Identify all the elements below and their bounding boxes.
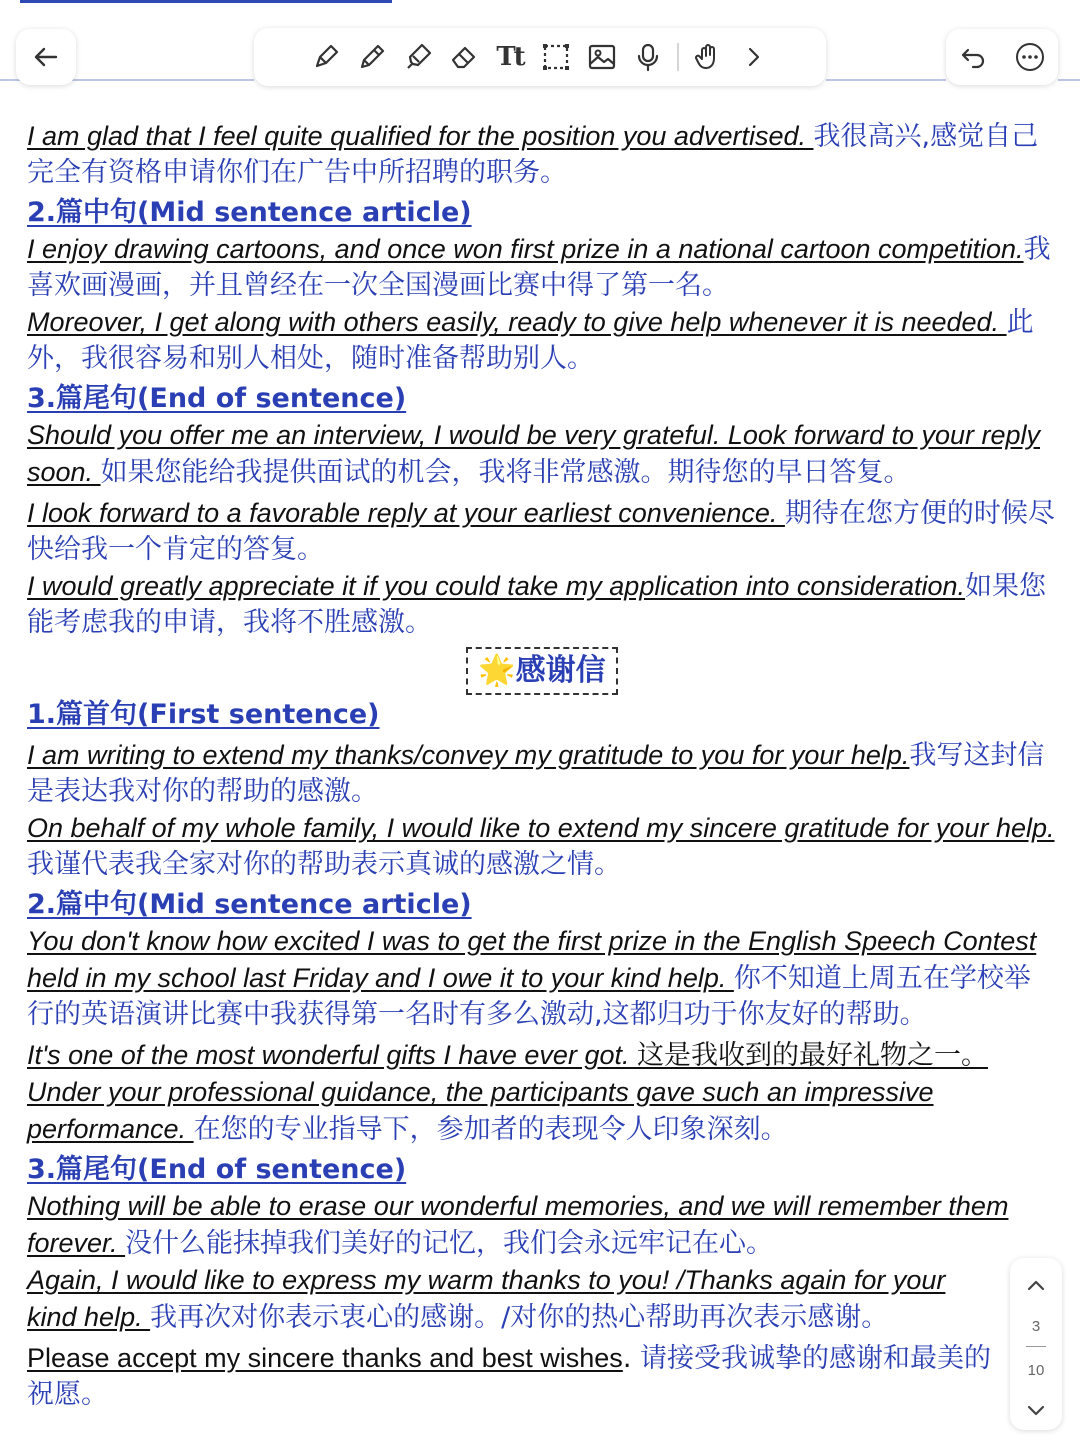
page-up-button[interactable]: [1022, 1272, 1050, 1300]
chinese-translation: 我喜欢画漫画，并且曾经在一次全国漫画比赛中得了第一名。: [27, 234, 1051, 301]
pen-tool[interactable]: [309, 40, 343, 74]
note-content: [27, 118, 1057, 1413]
more-button[interactable]: [1013, 40, 1047, 74]
paragraph: [27, 304, 1057, 377]
lasso-icon: [541, 42, 571, 72]
paragraph: [27, 1262, 1057, 1336]
english-sentence: You don't know how excited I was to get the first prize in the English Speech Contest held in my school last Friday and I owe it to your kind help.: [27, 926, 1037, 993]
chinese-translation: 如果您能给我提供面试的机会，我将非常感激。期待您的早日答复。: [100, 457, 911, 488]
chinese-translation: 这是我收到的最好礼物之一。: [636, 1040, 988, 1070]
section-heading: 3.篇尾句(End of sentence): [27, 383, 407, 414]
english-sentence: I am glad that I feel quite qualified for the position you advertised.: [27, 121, 814, 151]
section-heading: 1.篇首句(First sentence): [27, 699, 380, 730]
chinese-translation: 此外，我很容易和别人相处，随时准备帮助别人。: [27, 307, 1034, 374]
section-heading: 2.篇中句(Mid sentence article): [27, 889, 472, 920]
star-emoji-icon: 🌟: [478, 653, 516, 688]
toolbar-separator: [677, 43, 679, 71]
english-sentence: I am writing to extend my thanks/convey my gratitude to you for your help.: [27, 740, 910, 770]
chinese-translation: 我谨代表我全家对你的帮助表示真诚的感激之情。: [27, 849, 621, 880]
chevron-down-icon: [1022, 1396, 1050, 1424]
pen-icon: [311, 42, 341, 72]
english-sentence: Should you offer me an interview, I would be very grateful. Look forward to your reply soon.: [27, 420, 1041, 487]
highlighter-tool[interactable]: [401, 40, 435, 74]
english-sentence: Again, I would like to express my warm thanks to you! /Thanks again for your kind help.: [27, 1265, 946, 1332]
paragraph: [27, 737, 1057, 810]
lasso-tool[interactable]: [539, 40, 573, 74]
english-sentence: Please accept my sincere thanks and best wishes: [27, 1343, 623, 1373]
page-down-button[interactable]: [1022, 1396, 1050, 1424]
hand-gesture-icon: [693, 42, 723, 72]
microphone-tool[interactable]: [631, 40, 665, 74]
paragraph: [27, 1188, 1057, 1262]
chinese-translation: 我再次对你表示衷心的感谢。/对你的热心帮助再次表示感谢。: [150, 1302, 889, 1333]
page-navigator: [1010, 1258, 1062, 1430]
pencil-tool[interactable]: [355, 40, 389, 74]
section-heading: 2.篇中句(Mid sentence article): [27, 197, 472, 228]
section-title-text: 感谢信: [515, 653, 606, 688]
paragraph: [27, 495, 1057, 568]
english-sentence: I look forward to a favorable reply at your earliest convenience.: [27, 498, 785, 528]
paragraph: [27, 923, 1057, 1033]
right-toolbar: [946, 29, 1058, 85]
chinese-translation: 没什么能抹掉我们美好的记忆，我们会永远牢记在心。: [125, 1228, 774, 1259]
image-icon: [587, 42, 617, 72]
english-sentence: Nothing will be able to erase our wonderful memories, and we will remember them forever.: [27, 1191, 1009, 1258]
undo-icon: [959, 42, 989, 72]
divider-mid: [826, 79, 946, 81]
section-title: [27, 647, 1057, 695]
current-page: 3: [1031, 1318, 1041, 1335]
sentence-punctuation: .: [622, 1343, 640, 1374]
microphone-icon: [633, 42, 663, 72]
paragraph: [27, 417, 1057, 491]
text-icon: Tt: [496, 42, 524, 72]
section-heading: 3.篇尾句(End of sentence): [27, 1154, 407, 1185]
page-divider: [1026, 1346, 1046, 1347]
undo-button[interactable]: [957, 40, 991, 74]
paragraph: [27, 118, 1057, 191]
chinese-translation: 在您的专业指导下，参加者的表现令人印象深刻。: [193, 1114, 788, 1145]
chinese-translation: 我很高兴,感觉自己完全有资格申请你们在广告中所招聘的职务。: [27, 121, 1039, 188]
drawing-toolbar: [254, 28, 826, 86]
text-tool[interactable]: [493, 40, 527, 74]
back-button[interactable]: [16, 29, 76, 85]
chevron-up-icon: [1022, 1272, 1050, 1300]
chevron-right-icon: [739, 42, 769, 72]
chinese-translation: 如果您能考虑我的申请，我将不胜感激。: [27, 571, 1047, 638]
paragraph: [27, 568, 1057, 641]
highlighter-icon: [403, 42, 433, 72]
english-sentence: I enjoy drawing cartoons, and once won first prize in a national cartoon competition.: [27, 234, 1024, 264]
english-sentence: Moreover, I get along with others easily, ready to give help whenever it is needed.: [27, 307, 1007, 337]
paragraph: [27, 1340, 1057, 1413]
image-tool[interactable]: [585, 40, 619, 74]
paragraph: [27, 810, 1057, 883]
hand-gesture-tool[interactable]: [691, 40, 725, 74]
english-sentence: I would greatly appreciate it if you could take my application into consideration.: [27, 571, 966, 601]
top-accent-line: [20, 0, 392, 3]
chinese-translation: 我写这封信是表达我对你的帮助的感激。: [27, 740, 1045, 807]
pencil-icon: [357, 42, 387, 72]
chinese-translation: 期待在您方便的时候尽快给我一个肯定的答复。: [27, 498, 1055, 565]
arrow-left-icon: [32, 43, 60, 71]
paragraph: [27, 1074, 1057, 1148]
paragraph: [27, 1037, 1057, 1074]
divider-right: [1058, 79, 1080, 81]
chinese-translation: 你不知道上周五在学校举行的英语演讲比赛中我获得第一名时有多么激动,这都归功于你友好的帮助。: [27, 963, 1031, 1030]
english-sentence: On behalf of my whole family, I would like to extend my sincere gratitude for your help.: [27, 813, 1055, 843]
english-sentence: Under your professional guidance, the participants gave such an impressive performance.: [27, 1077, 934, 1144]
more-icon: [1015, 42, 1045, 72]
english-sentence: It's one of the most wonderful gifts I have ever got.: [27, 1040, 637, 1070]
eraser-icon: [449, 42, 479, 72]
total-pages: 10: [1027, 1362, 1045, 1379]
paragraph: [27, 231, 1057, 304]
chinese-translation: 请接受我诚挚的感谢和最美的祝愿。: [27, 1343, 991, 1410]
more-tools-button[interactable]: [737, 40, 771, 74]
eraser-tool[interactable]: [447, 40, 481, 74]
